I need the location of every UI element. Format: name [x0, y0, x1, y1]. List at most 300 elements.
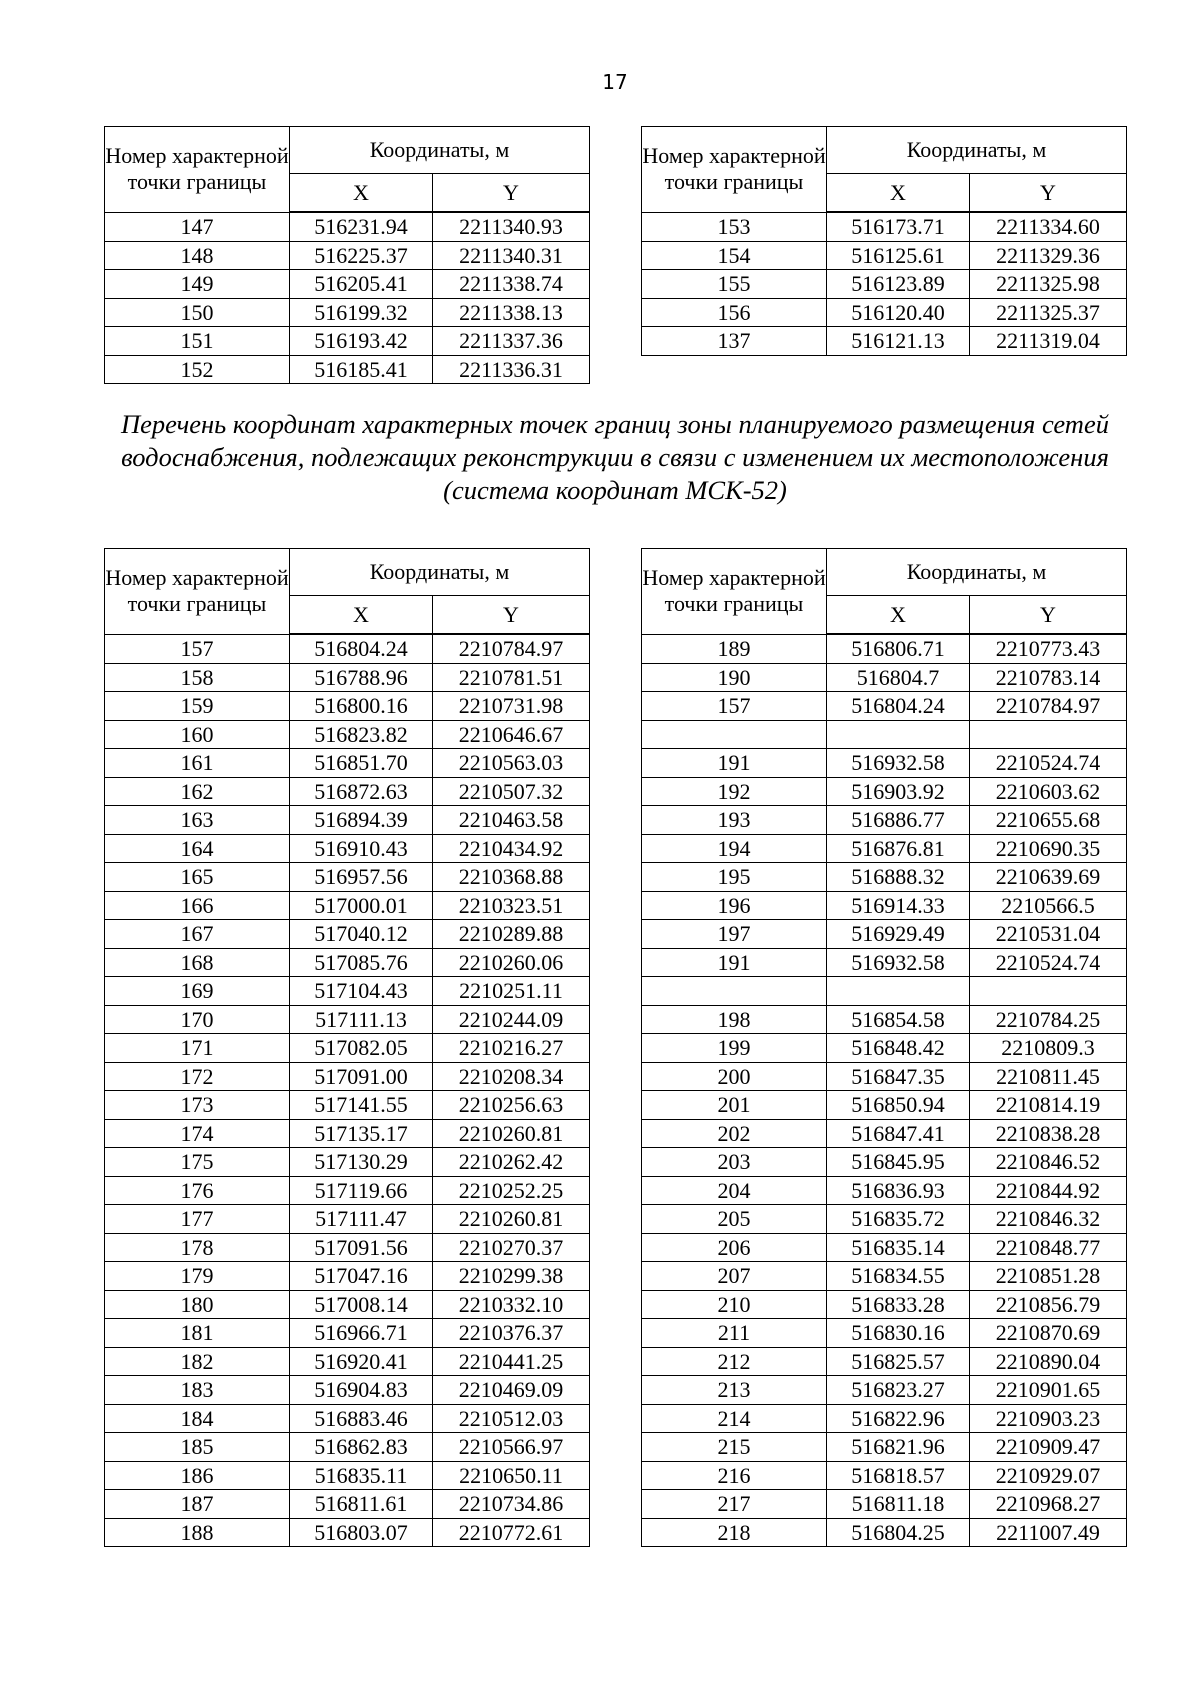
x-coordinate-cell: 516804.24: [827, 692, 970, 721]
point-number-cell: 177: [105, 1205, 290, 1234]
table-row: [642, 1490, 1127, 1519]
point-number-cell: 188: [105, 1518, 290, 1547]
point-number-cell: 201: [642, 1091, 827, 1120]
x-coordinate-cell: 516894.39: [290, 806, 433, 835]
y-coordinate-cell: 2210251.11: [433, 977, 590, 1006]
point-number-cell: [642, 720, 827, 749]
x-header: X: [290, 174, 433, 213]
y-coordinate-cell: 2211007.49: [970, 1518, 1127, 1547]
x-coordinate-cell: 517085.76: [290, 948, 433, 977]
y-coordinate-cell: 2210244.09: [433, 1005, 590, 1034]
table-row: [105, 977, 590, 1006]
x-coordinate-cell: 516833.28: [827, 1290, 970, 1319]
point-number-cell: 170: [105, 1005, 290, 1034]
y-coordinate-cell: 2211336.31: [433, 355, 590, 384]
x-coordinate-cell: 516903.92: [827, 777, 970, 806]
table-row: [642, 212, 1127, 241]
table-row: [105, 1376, 590, 1405]
table-row: [105, 749, 590, 778]
point-number-cell: 184: [105, 1404, 290, 1433]
x-coordinate-cell: 516818.57: [827, 1461, 970, 1490]
x-coordinate-cell: 516120.40: [827, 298, 970, 327]
point-number-cell: 187: [105, 1490, 290, 1519]
table-row: [642, 1062, 1127, 1091]
y-coordinate-cell: 2210646.67: [433, 720, 590, 749]
point-number-cell: 193: [642, 806, 827, 835]
point-number-cell: 157: [642, 692, 827, 721]
y-coordinate-cell: 2210773.43: [970, 634, 1127, 663]
y-coordinate-cell: 2210603.62: [970, 777, 1127, 806]
x-coordinate-cell: 516854.58: [827, 1005, 970, 1034]
table-row: [642, 1176, 1127, 1205]
x-coordinate-cell: 516121.13: [827, 327, 970, 356]
point-number-cell: 198: [642, 1005, 827, 1034]
point-number-cell: 156: [642, 298, 827, 327]
table-row: [642, 920, 1127, 949]
y-coordinate-cell: 2210814.19: [970, 1091, 1127, 1120]
x-coordinate-cell: 516835.11: [290, 1461, 433, 1490]
x-coordinate-cell: 516823.82: [290, 720, 433, 749]
table-row: [642, 298, 1127, 327]
table-row: [642, 1205, 1127, 1234]
y-coordinate-cell: 2210650.11: [433, 1461, 590, 1490]
table-row: [105, 1034, 590, 1063]
x-coordinate-cell: 516804.7: [827, 663, 970, 692]
y-coordinate-cell: 2210851.28: [970, 1262, 1127, 1291]
point-number-cell: 149: [105, 270, 290, 299]
point-number-header: Номер характерной точки границы: [642, 127, 827, 213]
table-row: [105, 1148, 590, 1177]
x-coordinate-cell: [827, 720, 970, 749]
table-row: [642, 634, 1127, 663]
table-row: [642, 1005, 1127, 1034]
table-row: [105, 663, 590, 692]
y-coordinate-cell: 2210270.37: [433, 1233, 590, 1262]
point-number-cell: 173: [105, 1091, 290, 1120]
x-coordinate-cell: 516811.18: [827, 1490, 970, 1519]
table-row: [105, 1205, 590, 1234]
y-coordinate-cell: 2210690.35: [970, 834, 1127, 863]
table-row: [105, 355, 590, 384]
point-number-cell: 218: [642, 1518, 827, 1547]
point-number-cell: 152: [105, 355, 290, 384]
x-coordinate-cell: 516822.96: [827, 1404, 970, 1433]
table-row: [642, 1347, 1127, 1376]
y-coordinate-cell: 2210734.86: [433, 1490, 590, 1519]
x-header: X: [827, 596, 970, 635]
table-row: [105, 692, 590, 721]
y-coordinate-cell: 2210323.51: [433, 891, 590, 920]
y-coordinate-cell: 2210655.68: [970, 806, 1127, 835]
point-number-cell: 153: [642, 212, 827, 241]
x-coordinate-cell: 516185.41: [290, 355, 433, 384]
point-number-cell: 214: [642, 1404, 827, 1433]
point-number-cell: 172: [105, 1062, 290, 1091]
x-coordinate-cell: 517111.13: [290, 1005, 433, 1034]
point-number-cell: 204: [642, 1176, 827, 1205]
x-coordinate-cell: 517000.01: [290, 891, 433, 920]
point-number-cell: 210: [642, 1290, 827, 1319]
x-coordinate-cell: 517091.00: [290, 1062, 433, 1091]
point-number-cell: 200: [642, 1062, 827, 1091]
point-number-cell: 191: [642, 749, 827, 778]
table-row: [105, 920, 590, 949]
table-row: [642, 1262, 1127, 1291]
x-coordinate-cell: 517008.14: [290, 1290, 433, 1319]
y-coordinate-cell: 2210848.77: [970, 1233, 1127, 1262]
table-row: [642, 948, 1127, 977]
table-row: [642, 1034, 1127, 1063]
coordinates-header: Координаты, м: [290, 127, 590, 174]
y-coordinate-cell: 2210781.51: [433, 663, 590, 692]
table-row: [642, 834, 1127, 863]
point-number-cell: 189: [642, 634, 827, 663]
x-coordinate-cell: 516811.61: [290, 1490, 433, 1519]
table-row: [642, 863, 1127, 892]
y-coordinate-cell: 2210512.03: [433, 1404, 590, 1433]
x-coordinate-cell: 516883.46: [290, 1404, 433, 1433]
x-header: X: [290, 596, 433, 635]
x-coordinate-cell: 516830.16: [827, 1319, 970, 1348]
x-coordinate-cell: 516851.70: [290, 749, 433, 778]
table-row: [105, 863, 590, 892]
y-coordinate-cell: 2210507.32: [433, 777, 590, 806]
table-row: [105, 777, 590, 806]
table-row: [642, 692, 1127, 721]
y-coordinate-cell: 2211337.36: [433, 327, 590, 356]
x-coordinate-cell: 516199.32: [290, 298, 433, 327]
table-row: [642, 1290, 1127, 1319]
table-row: [642, 806, 1127, 835]
x-coordinate-cell: 516803.07: [290, 1518, 433, 1547]
point-number-cell: 196: [642, 891, 827, 920]
point-number-cell: 148: [105, 241, 290, 270]
table-row: [642, 1148, 1127, 1177]
point-number-cell: 205: [642, 1205, 827, 1234]
y-coordinate-cell: 2210846.52: [970, 1148, 1127, 1177]
x-coordinate-cell: [827, 977, 970, 1006]
y-coordinate-cell: 2210260.81: [433, 1119, 590, 1148]
y-coordinate-cell: 2211340.31: [433, 241, 590, 270]
x-coordinate-cell: 516872.63: [290, 777, 433, 806]
point-number-cell: 166: [105, 891, 290, 920]
point-number-cell: 182: [105, 1347, 290, 1376]
point-number-cell: 162: [105, 777, 290, 806]
point-number-cell: 194: [642, 834, 827, 863]
x-coordinate-cell: 516932.58: [827, 749, 970, 778]
y-coordinate-cell: 2210260.81: [433, 1205, 590, 1234]
x-coordinate-cell: 516205.41: [290, 270, 433, 299]
point-number-cell: 157: [105, 634, 290, 663]
y-coordinate-cell: 2211338.74: [433, 270, 590, 299]
y-header: Y: [970, 596, 1127, 635]
table-row: [105, 1176, 590, 1205]
table-row: [105, 634, 590, 663]
table-row: [105, 1319, 590, 1348]
x-coordinate-cell: 516932.58: [827, 948, 970, 977]
y-coordinate-cell: 2210870.69: [970, 1319, 1127, 1348]
y-coordinate-cell: 2210772.61: [433, 1518, 590, 1547]
y-coordinate-cell: 2210524.74: [970, 749, 1127, 778]
y-coordinate-cell: 2210844.92: [970, 1176, 1127, 1205]
x-coordinate-cell: 516904.83: [290, 1376, 433, 1405]
point-number-cell: 175: [105, 1148, 290, 1177]
y-coordinate-cell: 2210784.97: [970, 692, 1127, 721]
point-number-cell: [642, 977, 827, 1006]
page-number: 17: [602, 70, 628, 94]
y-coordinate-cell: 2210929.07: [970, 1461, 1127, 1490]
y-coordinate-cell: 2210809.3: [970, 1034, 1127, 1063]
table-row: [105, 1490, 590, 1519]
x-coordinate-cell: 516825.57: [827, 1347, 970, 1376]
table-row: [105, 241, 590, 270]
x-coordinate-cell: 516823.27: [827, 1376, 970, 1405]
y-coordinate-cell: 2210260.06: [433, 948, 590, 977]
table-row: [642, 241, 1127, 270]
x-coordinate-cell: 516886.77: [827, 806, 970, 835]
coordinates-table-top-right: [641, 126, 1127, 356]
point-number-cell: 195: [642, 863, 827, 892]
point-number-cell: 147: [105, 212, 290, 241]
point-number-cell: 171: [105, 1034, 290, 1063]
table-row: [105, 891, 590, 920]
x-header: X: [827, 174, 970, 213]
y-coordinate-cell: 2210208.34: [433, 1062, 590, 1091]
x-coordinate-cell: 516910.43: [290, 834, 433, 863]
y-header: Y: [433, 596, 590, 635]
x-coordinate-cell: 516804.24: [290, 634, 433, 663]
point-number-cell: 167: [105, 920, 290, 949]
y-header: Y: [970, 174, 1127, 213]
y-header: Y: [433, 174, 590, 213]
point-number-cell: 160: [105, 720, 290, 749]
y-coordinate-cell: 2210909.47: [970, 1433, 1127, 1462]
y-coordinate-cell: 2210731.98: [433, 692, 590, 721]
coordinates-header: Координаты, м: [827, 549, 1127, 596]
y-coordinate-cell: 2210252.25: [433, 1176, 590, 1205]
coordinates-table-bottom-left: [104, 548, 590, 1547]
table-row: [642, 749, 1127, 778]
point-number-cell: 186: [105, 1461, 290, 1490]
point-number-cell: 168: [105, 948, 290, 977]
table-row: [642, 891, 1127, 920]
point-number-cell: 206: [642, 1233, 827, 1262]
y-coordinate-cell: 2210256.63: [433, 1091, 590, 1120]
y-coordinate-cell: 2210784.25: [970, 1005, 1127, 1034]
y-coordinate-cell: 2211325.98: [970, 270, 1127, 299]
y-coordinate-cell: 2211334.60: [970, 212, 1127, 241]
table-row: [642, 327, 1127, 356]
table-row: [642, 977, 1127, 1006]
table-row: [105, 720, 590, 749]
point-number-cell: 158: [105, 663, 290, 692]
point-number-header: Номер характерной точки границы: [642, 549, 827, 635]
x-coordinate-cell: 516836.93: [827, 1176, 970, 1205]
x-coordinate-cell: 516847.35: [827, 1062, 970, 1091]
y-coordinate-cell: 2210262.42: [433, 1148, 590, 1177]
y-coordinate-cell: 2211340.93: [433, 212, 590, 241]
x-coordinate-cell: 516914.33: [827, 891, 970, 920]
x-coordinate-cell: 517040.12: [290, 920, 433, 949]
x-coordinate-cell: 516225.37: [290, 241, 433, 270]
point-number-cell: 155: [642, 270, 827, 299]
y-coordinate-cell: 2210563.03: [433, 749, 590, 778]
table-row: [642, 1518, 1127, 1547]
x-coordinate-cell: 516173.71: [827, 212, 970, 241]
point-number-cell: 150: [105, 298, 290, 327]
point-number-cell: 191: [642, 948, 827, 977]
table-row: [105, 1290, 590, 1319]
point-number-cell: 176: [105, 1176, 290, 1205]
point-number-cell: 183: [105, 1376, 290, 1405]
x-coordinate-cell: 516800.16: [290, 692, 433, 721]
x-coordinate-cell: 516788.96: [290, 663, 433, 692]
x-coordinate-cell: 516920.41: [290, 1347, 433, 1376]
table-row: [642, 1319, 1127, 1348]
x-coordinate-cell: 516929.49: [827, 920, 970, 949]
x-coordinate-cell: 517135.17: [290, 1119, 433, 1148]
x-coordinate-cell: 516966.71: [290, 1319, 433, 1348]
point-number-cell: 197: [642, 920, 827, 949]
x-coordinate-cell: 516862.83: [290, 1433, 433, 1462]
point-number-cell: 137: [642, 327, 827, 356]
y-coordinate-cell: 2210463.58: [433, 806, 590, 835]
y-coordinate-cell: [970, 720, 1127, 749]
coordinates-table-top-left: [104, 126, 590, 384]
point-number-cell: 207: [642, 1262, 827, 1291]
table-row: [642, 1376, 1127, 1405]
table-row: [105, 270, 590, 299]
table-row: [105, 1404, 590, 1433]
y-coordinate-cell: 2211319.04: [970, 327, 1127, 356]
point-number-cell: 181: [105, 1319, 290, 1348]
point-number-cell: 216: [642, 1461, 827, 1490]
x-coordinate-cell: 517141.55: [290, 1091, 433, 1120]
point-number-cell: 154: [642, 241, 827, 270]
x-coordinate-cell: 517130.29: [290, 1148, 433, 1177]
table-row: [642, 1404, 1127, 1433]
x-coordinate-cell: 516125.61: [827, 241, 970, 270]
y-coordinate-cell: [970, 977, 1127, 1006]
table-row: [105, 806, 590, 835]
point-number-cell: 185: [105, 1433, 290, 1462]
point-number-header: Номер характерной точки границы: [105, 127, 290, 213]
point-number-cell: 178: [105, 1233, 290, 1262]
y-coordinate-cell: 2210216.27: [433, 1034, 590, 1063]
y-coordinate-cell: 2210566.5: [970, 891, 1127, 920]
table-row: [105, 834, 590, 863]
x-coordinate-cell: 516850.94: [827, 1091, 970, 1120]
x-coordinate-cell: 517091.56: [290, 1233, 433, 1262]
point-number-cell: 164: [105, 834, 290, 863]
table-row: [105, 327, 590, 356]
y-coordinate-cell: 2210368.88: [433, 863, 590, 892]
y-coordinate-cell: 2210811.45: [970, 1062, 1127, 1091]
point-number-cell: 202: [642, 1119, 827, 1148]
y-coordinate-cell: 2210289.88: [433, 920, 590, 949]
x-coordinate-cell: 516834.55: [827, 1262, 970, 1291]
point-number-cell: 161: [105, 749, 290, 778]
point-number-cell: 151: [105, 327, 290, 356]
table-row: [642, 1433, 1127, 1462]
table-row: [642, 777, 1127, 806]
x-coordinate-cell: 516806.71: [827, 634, 970, 663]
table-row: [642, 1091, 1127, 1120]
y-coordinate-cell: 2210639.69: [970, 863, 1127, 892]
table-row: [642, 270, 1127, 299]
table-row: [105, 1433, 590, 1462]
table-row: [642, 1119, 1127, 1148]
y-coordinate-cell: 2210901.65: [970, 1376, 1127, 1405]
y-coordinate-cell: 2210531.04: [970, 920, 1127, 949]
x-coordinate-cell: 516821.96: [827, 1433, 970, 1462]
x-coordinate-cell: 516193.42: [290, 327, 433, 356]
x-coordinate-cell: 516957.56: [290, 863, 433, 892]
y-coordinate-cell: 2210524.74: [970, 948, 1127, 977]
point-number-cell: 174: [105, 1119, 290, 1148]
y-coordinate-cell: 2210469.09: [433, 1376, 590, 1405]
x-coordinate-cell: 517119.66: [290, 1176, 433, 1205]
y-coordinate-cell: 2210566.97: [433, 1433, 590, 1462]
coordinates-header: Координаты, м: [290, 549, 590, 596]
x-coordinate-cell: 516835.14: [827, 1233, 970, 1262]
table-row: [642, 720, 1127, 749]
y-coordinate-cell: 2210856.79: [970, 1290, 1127, 1319]
y-coordinate-cell: 2210838.28: [970, 1119, 1127, 1148]
x-coordinate-cell: 516835.72: [827, 1205, 970, 1234]
x-coordinate-cell: 517104.43: [290, 977, 433, 1006]
y-coordinate-cell: 2211338.13: [433, 298, 590, 327]
table-row: [105, 1005, 590, 1034]
y-coordinate-cell: 2211325.37: [970, 298, 1127, 327]
x-coordinate-cell: 516123.89: [827, 270, 970, 299]
point-number-cell: 192: [642, 777, 827, 806]
point-number-cell: 199: [642, 1034, 827, 1063]
point-number-cell: 211: [642, 1319, 827, 1348]
point-number-cell: 165: [105, 863, 290, 892]
y-coordinate-cell: 2210376.37: [433, 1319, 590, 1348]
point-number-header: Номер характерной точки границы: [105, 549, 290, 635]
x-coordinate-cell: 516804.25: [827, 1518, 970, 1547]
table-row: [642, 1233, 1127, 1262]
section-heading: Перечень координат характерных точек границ зоны планируемого размещения сетей водоснабжения, подлежащих реконструкции в связи с изменением их местоположения (система координат МСК-52): [121, 409, 1109, 505]
y-coordinate-cell: 2210903.23: [970, 1404, 1127, 1433]
table-row: [105, 212, 590, 241]
table-row: [105, 1461, 590, 1490]
y-coordinate-cell: 2210968.27: [970, 1490, 1127, 1519]
y-coordinate-cell: 2210846.32: [970, 1205, 1127, 1234]
point-number-cell: 212: [642, 1347, 827, 1376]
point-number-cell: 213: [642, 1376, 827, 1405]
x-coordinate-cell: 516847.41: [827, 1119, 970, 1148]
table-row: [105, 1262, 590, 1291]
table-row: [642, 663, 1127, 692]
table-row: [105, 1347, 590, 1376]
point-number-cell: 203: [642, 1148, 827, 1177]
point-number-cell: 180: [105, 1290, 290, 1319]
x-coordinate-cell: 517047.16: [290, 1262, 433, 1291]
x-coordinate-cell: 516848.42: [827, 1034, 970, 1063]
table-row: [105, 1233, 590, 1262]
table-row: [105, 1119, 590, 1148]
point-number-cell: 217: [642, 1490, 827, 1519]
point-number-cell: 169: [105, 977, 290, 1006]
coordinates-table-bottom-right: [641, 548, 1127, 1547]
y-coordinate-cell: 2210434.92: [433, 834, 590, 863]
coordinates-header: Координаты, м: [827, 127, 1127, 174]
point-number-cell: 179: [105, 1262, 290, 1291]
table-row: [105, 298, 590, 327]
